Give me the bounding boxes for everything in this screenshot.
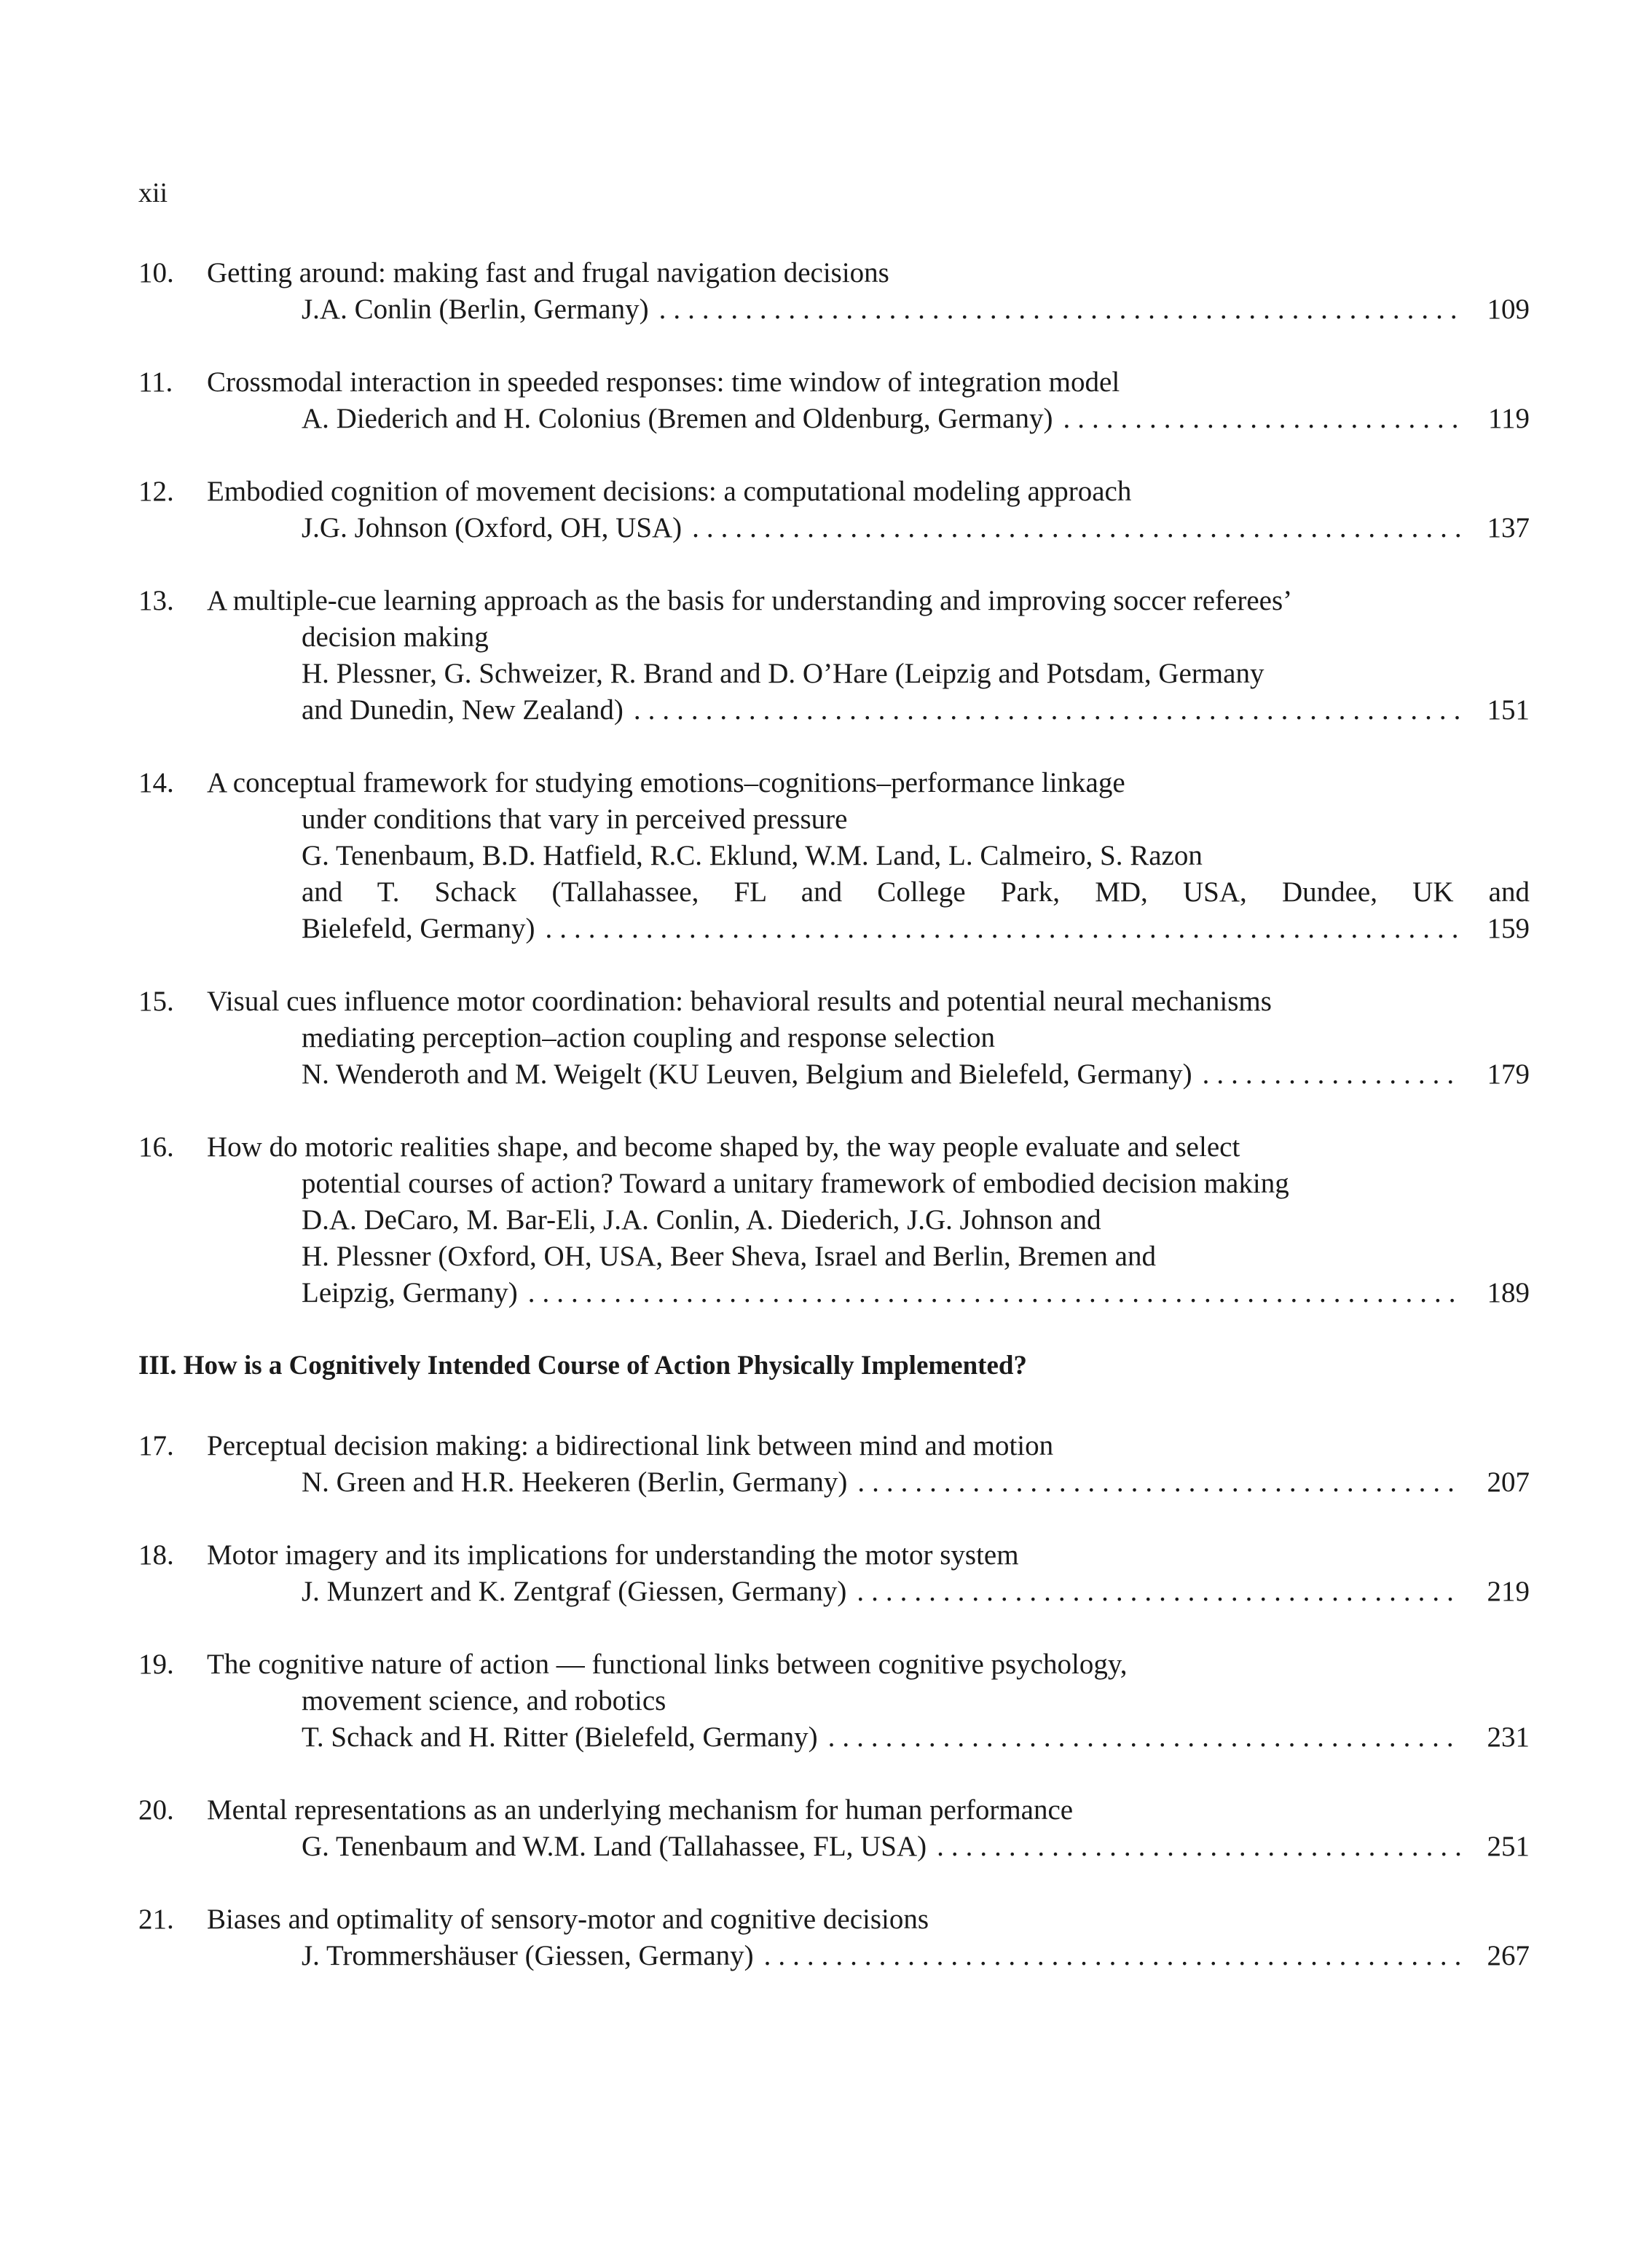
table-of-contents — [138, 255, 1530, 2011]
toc-entry-page-number: 207 — [1487, 1466, 1530, 1498]
toc-entry-title-line: potential courses of action? Toward a unitary framework of embodied decision making — [302, 1168, 1289, 1199]
toc-entry — [138, 1537, 1530, 1610]
toc-entry-title-line: Biases and optimality of sensory-motor and cognitive decisions — [207, 1904, 929, 1935]
toc-entry-authors-text: G. Tenenbaum and W.M. Land (Tallahassee, FL, USA) — [302, 1831, 927, 1862]
toc-entry-number: 10. — [138, 257, 174, 288]
toc-entry-authors-text: N. Green and H.R. Heekeren (Berlin, Germany) — [302, 1466, 848, 1498]
toc-entry-title-line: Motor imagery and its implications for understanding the motor system — [207, 1539, 1019, 1571]
toc-entry-authors-line — [138, 874, 1530, 911]
toc-entry-last-line — [138, 401, 1530, 437]
toc-part-2-entries — [138, 255, 1530, 1311]
page-number: xii — [138, 178, 168, 208]
toc-entry-last-line — [138, 911, 1530, 947]
toc-entry-last-line — [138, 1464, 1530, 1501]
toc-entry-authors-text: J. Munzert and K. Zentgraf (Giessen, Germany) — [302, 1576, 847, 1607]
dot-leader — [624, 692, 1460, 729]
toc-entry-title-line: Perceptual decision making: a bidirectional link between mind and motion — [207, 1430, 1054, 1461]
toc-entry — [138, 1792, 1530, 1865]
toc-entry-number: 12. — [138, 476, 174, 507]
toc-entry — [138, 583, 1530, 729]
toc-entry-authors-line — [138, 1202, 1530, 1238]
toc-entry-title-line: Embodied cognition of movement decisions: a computational modeling approach — [207, 476, 1132, 507]
toc-entry-last-line — [138, 1574, 1530, 1610]
dot-leader — [1192, 1056, 1460, 1093]
toc-entry-title-line: How do motoric realities shape, and become shaped by, the way people evaluate and select — [207, 1131, 1240, 1163]
toc-entry-title-line: Crossmodal interaction in speeded responses: time window of integration model — [207, 366, 1120, 398]
toc-entry-number: 13. — [138, 585, 174, 616]
toc-entry-title-line: decision making — [302, 621, 489, 653]
toc-entry-authors-text: and T. Schack (Tallahassee, FL and College Park, MD, USA, Dundee, UK and — [302, 876, 1530, 908]
toc-entry-last-line — [138, 1938, 1530, 1974]
toc-entry-last-line — [138, 291, 1530, 328]
toc-entry-authors-text: Bielefeld, Germany) — [302, 913, 535, 944]
toc-entry-page-number: 231 — [1487, 1721, 1530, 1753]
dot-leader — [682, 510, 1460, 546]
toc-entry — [138, 983, 1530, 1093]
toc-entry-title-line: Mental representations as an underlying mechanism for human performance — [207, 1794, 1074, 1826]
toc-entry-number: 19. — [138, 1649, 174, 1680]
toc-entry-page-number: 251 — [1487, 1831, 1530, 1862]
toc-entry-authors-line — [138, 656, 1530, 692]
toc-entry-authors-text: A. Diederich and H. Colonius (Bremen and Oldenburg, Germany) — [302, 403, 1053, 434]
dot-leader — [818, 1719, 1460, 1756]
toc-entry-number: 20. — [138, 1794, 174, 1826]
toc-entry-number: 21. — [138, 1904, 174, 1935]
toc-entry — [138, 1129, 1530, 1311]
dot-leader — [927, 1829, 1460, 1865]
toc-entry-last-line — [138, 1829, 1530, 1865]
toc-entry-number: 17. — [138, 1430, 174, 1461]
dot-leader — [649, 291, 1460, 328]
dot-leader — [754, 1938, 1460, 1974]
toc-entry-title-line: A multiple-cue learning approach as the basis for understanding and improving soccer referees’ — [207, 585, 1293, 616]
dot-leader — [846, 1574, 1460, 1610]
toc-entry-authors-line — [138, 838, 1530, 874]
toc-entry-authors-text: N. Wenderoth and M. Weigelt (KU Leuven, Belgium and Bielefeld, Germany) — [302, 1059, 1192, 1090]
toc-entry — [138, 765, 1530, 947]
toc-entry-page-number: 119 — [1487, 403, 1530, 434]
toc-entry-title-line: movement science, and robotics — [302, 1685, 666, 1716]
toc-entry-last-line — [138, 692, 1530, 729]
toc-entry-number: 16. — [138, 1131, 174, 1163]
toc-entry-authors-text: J. Trommershäuser (Giessen, Germany) — [302, 1940, 754, 1971]
toc-entry-authors-text: Leipzig, Germany) — [302, 1277, 518, 1308]
dot-leader — [847, 1464, 1460, 1501]
toc-part-3-entries — [138, 1428, 1530, 1974]
toc-entry-page-number: 109 — [1487, 294, 1530, 325]
toc-entry-authors-text: J.G. Johnson (Oxford, OH, USA) — [302, 512, 683, 543]
toc-entry-title-line: A conceptual framework for studying emotions–cognitions–performance linkage — [207, 767, 1125, 798]
toc-entry-page-number: 267 — [1487, 1940, 1530, 1971]
toc-entry-title-line: mediating perception–action coupling and response selection — [302, 1022, 995, 1053]
toc-entry-title-line: Getting around: making fast and frugal navigation decisions — [207, 257, 889, 288]
toc-entry-authors-text: D.A. DeCaro, M. Bar-Eli, J.A. Conlin, A. Diederich, J.G. Johnson and — [302, 1204, 1101, 1236]
toc-entry-title-line: Visual cues influence motor coordination: behavioral results and potential neural mechanisms — [207, 986, 1272, 1017]
toc-entry-page-number: 189 — [1487, 1277, 1530, 1308]
toc-entry-number: 18. — [138, 1539, 174, 1571]
toc-entry-number: 11. — [138, 366, 173, 398]
dot-leader — [535, 911, 1460, 947]
toc-entry-authors-text: T. Schack and H. Ritter (Bielefeld, Germany) — [302, 1721, 818, 1753]
toc-entry-title-line: under conditions that vary in perceived pressure — [302, 804, 848, 835]
toc-entry-last-line — [138, 1275, 1530, 1311]
toc-entry-page-number: 159 — [1487, 913, 1530, 944]
toc-entry — [138, 364, 1530, 437]
toc-entry — [138, 1646, 1530, 1756]
toc-entry-title-line: The cognitive nature of action — functional links between cognitive psychology, — [207, 1649, 1128, 1680]
toc-entry — [138, 1901, 1530, 1974]
toc-entry-authors-text: and Dunedin, New Zealand) — [302, 694, 624, 726]
toc-entry — [138, 255, 1530, 328]
toc-entry-authors-text: G. Tenenbaum, B.D. Hatfield, R.C. Eklund, W.M. Land, L. Calmeiro, S. Razon — [302, 840, 1203, 871]
toc-entry-page-number: 179 — [1487, 1059, 1530, 1090]
toc-entry — [138, 474, 1530, 546]
toc-entry-authors-text: J.A. Conlin (Berlin, Germany) — [302, 294, 649, 325]
toc-entry-last-line — [138, 1056, 1530, 1093]
toc-entry-page-number: 137 — [1487, 512, 1530, 543]
toc-entry-number: 15. — [138, 986, 174, 1017]
dot-leader — [1053, 401, 1460, 437]
toc-entry-authors-line — [138, 1238, 1530, 1275]
toc-entry — [138, 1428, 1530, 1501]
toc-entry-last-line — [138, 1719, 1530, 1756]
toc-entry-number: 14. — [138, 767, 174, 798]
toc-entry-page-number: 151 — [1487, 694, 1530, 726]
section-heading-part-3: III. How is a Cognitively Intended Course of Action Physically Implemented? — [138, 1351, 1028, 1381]
toc-entry-authors-text: H. Plessner (Oxford, OH, USA, Beer Sheva, Israel and Berlin, Bremen and — [302, 1241, 1156, 1272]
toc-entry-authors-text: H. Plessner, G. Schweizer, R. Brand and D. O’Hare (Leipzig and Potsdam, Germany — [302, 658, 1264, 689]
toc-entry-page-number: 219 — [1487, 1576, 1530, 1607]
dot-leader — [518, 1275, 1460, 1311]
toc-entry-last-line — [138, 510, 1530, 546]
